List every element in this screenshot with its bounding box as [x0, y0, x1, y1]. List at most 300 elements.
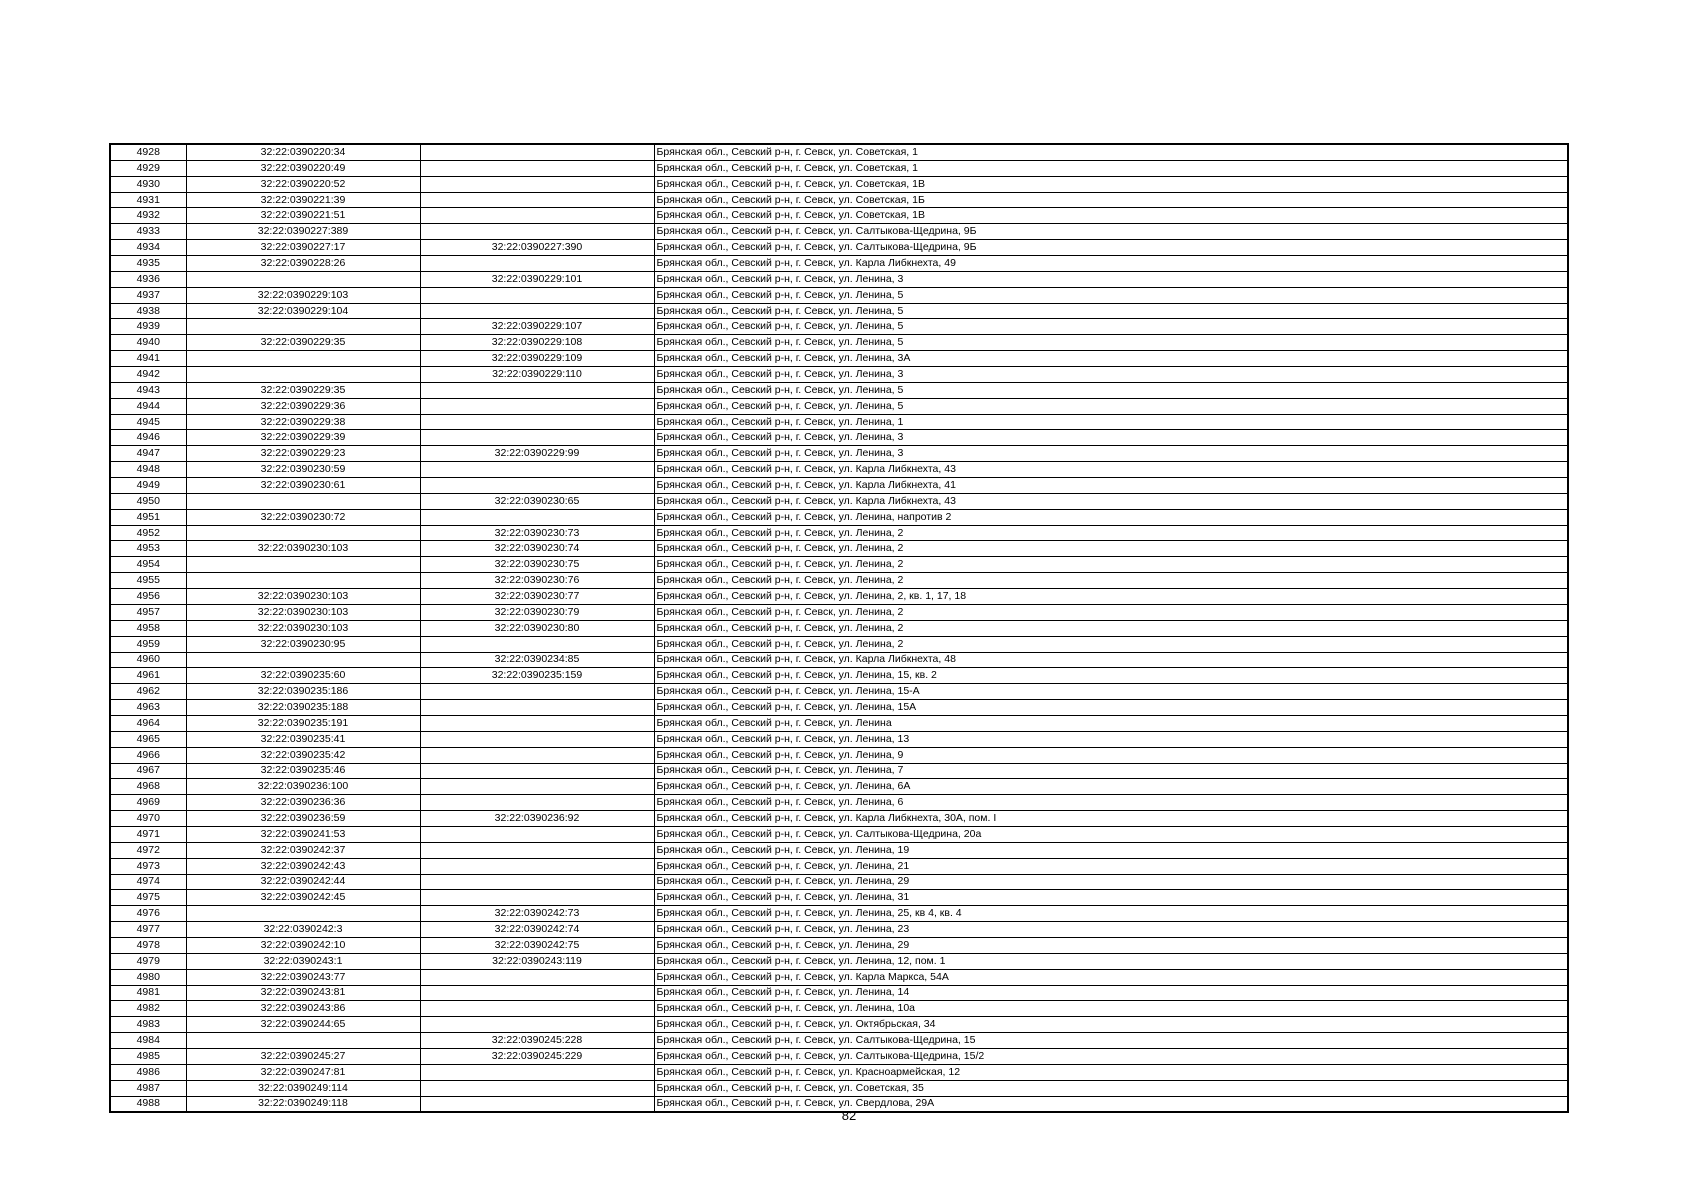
address-cell: Брянская обл., Севский р-н, г. Севск, ул. Карла Либкнехта, 43	[654, 493, 1568, 509]
row-number-cell: 4973	[110, 858, 186, 874]
address-cell: Брянская обл., Севский р-н, г. Севск, ул. Ленина, 25, кв 4, кв. 4	[654, 906, 1568, 922]
row-number-cell: 4951	[110, 509, 186, 525]
table-row	[110, 937, 1568, 953]
table-row	[110, 858, 1568, 874]
building-cadastral-number-cell: 32:22:0390229:108	[420, 335, 654, 351]
land-cadastral-number-cell: 32:22:0390228:26	[186, 256, 420, 272]
address-cell: Брянская обл., Севский р-н, г. Севск, ул. Ленина, 2	[654, 604, 1568, 620]
land-cadastral-number-cell: 32:22:0390247:81	[186, 1064, 420, 1080]
row-number-cell: 4983	[110, 1017, 186, 1033]
row-number-cell: 4932	[110, 208, 186, 224]
row-number-cell: 4957	[110, 604, 186, 620]
row-number-cell: 4955	[110, 573, 186, 589]
address-cell: Брянская обл., Севский р-н, г. Севск, ул. Советская, 1	[654, 160, 1568, 176]
land-cadastral-number-cell: 32:22:0390229:36	[186, 398, 420, 414]
row-number-cell: 4945	[110, 414, 186, 430]
building-cadastral-number-cell	[420, 256, 654, 272]
row-number-cell: 4971	[110, 826, 186, 842]
table-row	[110, 367, 1568, 383]
row-number-cell: 4975	[110, 890, 186, 906]
building-cadastral-number-cell	[420, 144, 654, 160]
table-row	[110, 1033, 1568, 1049]
address-cell: Брянская обл., Севский р-н, г. Севск, ул. Ленина, 2	[654, 525, 1568, 541]
land-cadastral-number-cell	[186, 351, 420, 367]
building-cadastral-number-cell: 32:22:0390230:77	[420, 589, 654, 605]
table-row	[110, 779, 1568, 795]
address-cell: Брянская обл., Севский р-н, г. Севск, ул. Салтыкова-Щедрина, 15/2	[654, 1048, 1568, 1064]
land-cadastral-number-cell: 32:22:0390229:35	[186, 335, 420, 351]
building-cadastral-number-cell	[420, 478, 654, 494]
address-cell: Брянская обл., Севский р-н, г. Севск, ул. Ленина, 6А	[654, 779, 1568, 795]
address-cell: Брянская обл., Севский р-н, г. Севск, ул. Советская, 1В	[654, 176, 1568, 192]
land-cadastral-number-cell: 32:22:0390243:81	[186, 985, 420, 1001]
address-cell: Брянская обл., Севский р-н, г. Севск, ул. Ленина, 3А	[654, 351, 1568, 367]
table-row	[110, 890, 1568, 906]
address-cell: Брянская обл., Севский р-н, г. Севск, ул. Ленина, 19	[654, 842, 1568, 858]
table-row	[110, 462, 1568, 478]
row-number-cell: 4928	[110, 144, 186, 160]
address-cell: Брянская обл., Севский р-н, г. Севск, ул. Ленина, 29	[654, 874, 1568, 890]
table-row	[110, 795, 1568, 811]
address-cell: Брянская обл., Севский р-н, г. Севск, ул. Ленина, 5	[654, 335, 1568, 351]
address-cell: Брянская обл., Севский р-н, г. Севск, ул. Карла Либкнехта, 41	[654, 478, 1568, 494]
land-cadastral-number-cell: 32:22:0390242:3	[186, 922, 420, 938]
land-cadastral-number-cell: 32:22:0390229:104	[186, 303, 420, 319]
address-cell: Брянская обл., Севский р-н, г. Севск, ул. Карла Либкнехта, 30А, пом. I	[654, 811, 1568, 827]
row-number-cell: 4986	[110, 1064, 186, 1080]
building-cadastral-number-cell: 32:22:0390243:119	[420, 953, 654, 969]
building-cadastral-number-cell: 32:22:0390229:101	[420, 271, 654, 287]
building-cadastral-number-cell	[420, 398, 654, 414]
address-cell: Брянская обл., Севский р-н, г. Севск, ул. Ленина, 13	[654, 731, 1568, 747]
table-row	[110, 668, 1568, 684]
row-number-cell: 4958	[110, 620, 186, 636]
building-cadastral-number-cell	[420, 208, 654, 224]
table-row	[110, 731, 1568, 747]
table-row	[110, 446, 1568, 462]
row-number-cell: 4952	[110, 525, 186, 541]
land-cadastral-number-cell	[186, 525, 420, 541]
land-cadastral-number-cell	[186, 573, 420, 589]
land-cadastral-number-cell: 32:22:0390242:43	[186, 858, 420, 874]
address-cell: Брянская обл., Севский р-н, г. Севск, ул. Октябрьская, 34	[654, 1017, 1568, 1033]
land-cadastral-number-cell: 32:22:0390230:103	[186, 589, 420, 605]
row-number-cell: 4966	[110, 747, 186, 763]
row-number-cell: 4954	[110, 557, 186, 573]
land-cadastral-number-cell: 32:22:0390230:103	[186, 620, 420, 636]
address-cell: Брянская обл., Севский р-н, г. Севск, ул. Салтыкова-Щедрина, 9Б	[654, 224, 1568, 240]
building-cadastral-number-cell: 32:22:0390234:85	[420, 652, 654, 668]
address-cell: Брянская обл., Севский р-н, г. Севск, ул. Карла Маркса, 54А	[654, 969, 1568, 985]
address-cell: Брянская обл., Севский р-н, г. Севск, ул. Ленина, 7	[654, 763, 1568, 779]
land-cadastral-number-cell	[186, 1033, 420, 1049]
address-cell: Брянская обл., Севский р-н, г. Севск, ул. Ленина, 2	[654, 636, 1568, 652]
land-cadastral-number-cell: 32:22:0390244:65	[186, 1017, 420, 1033]
building-cadastral-number-cell	[420, 715, 654, 731]
land-cadastral-number-cell: 32:22:0390243:77	[186, 969, 420, 985]
address-cell: Брянская обл., Севский р-н, г. Севск, ул. Советская, 1Б	[654, 192, 1568, 208]
address-cell: Брянская обл., Севский р-н, г. Севск, ул. Ленина, 15-А	[654, 684, 1568, 700]
address-cell: Брянская обл., Севский р-н, г. Севск, ул. Ленина, 5	[654, 303, 1568, 319]
land-cadastral-number-cell: 32:22:0390235:188	[186, 700, 420, 716]
building-cadastral-number-cell: 32:22:0390230:75	[420, 557, 654, 573]
row-number-cell: 4970	[110, 811, 186, 827]
row-number-cell: 4967	[110, 763, 186, 779]
table-row	[110, 906, 1568, 922]
address-cell: Брянская обл., Севский р-н, г. Севск, ул. Ленина, 14	[654, 985, 1568, 1001]
building-cadastral-number-cell	[420, 890, 654, 906]
address-cell: Брянская обл., Севский р-н, г. Севск, ул. Карла Либкнехта, 48	[654, 652, 1568, 668]
building-cadastral-number-cell	[420, 985, 654, 1001]
building-cadastral-number-cell: 32:22:0390227:390	[420, 240, 654, 256]
address-cell: Брянская обл., Севский р-н, г. Севск, ул. Ленина, 10а	[654, 1001, 1568, 1017]
row-number-cell: 4978	[110, 937, 186, 953]
table-row	[110, 414, 1568, 430]
land-cadastral-number-cell: 32:22:0390230:59	[186, 462, 420, 478]
land-cadastral-number-cell: 32:22:0390242:10	[186, 937, 420, 953]
table-row	[110, 747, 1568, 763]
address-cell: Брянская обл., Севский р-н, г. Севск, ул. Ленина	[654, 715, 1568, 731]
table-row	[110, 160, 1568, 176]
row-number-cell: 4984	[110, 1033, 186, 1049]
land-cadastral-number-cell: 32:22:0390241:53	[186, 826, 420, 842]
land-cadastral-number-cell: 32:22:0390227:389	[186, 224, 420, 240]
land-cadastral-number-cell: 32:22:0390230:95	[186, 636, 420, 652]
row-number-cell: 4965	[110, 731, 186, 747]
land-cadastral-number-cell: 32:22:0390245:27	[186, 1048, 420, 1064]
row-number-cell: 4941	[110, 351, 186, 367]
land-cadastral-number-cell	[186, 319, 420, 335]
row-number-cell: 4977	[110, 922, 186, 938]
row-number-cell: 4974	[110, 874, 186, 890]
table-row	[110, 430, 1568, 446]
row-number-cell: 4930	[110, 176, 186, 192]
building-cadastral-number-cell	[420, 303, 654, 319]
table-row	[110, 256, 1568, 272]
building-cadastral-number-cell	[420, 731, 654, 747]
land-cadastral-number-cell: 32:22:0390243:1	[186, 953, 420, 969]
table-row	[110, 493, 1568, 509]
row-number-cell: 4959	[110, 636, 186, 652]
land-cadastral-number-cell: 32:22:0390243:86	[186, 1001, 420, 1017]
building-cadastral-number-cell	[420, 176, 654, 192]
row-number-cell: 4963	[110, 700, 186, 716]
land-cadastral-number-cell: 32:22:0390229:38	[186, 414, 420, 430]
address-cell: Брянская обл., Севский р-н, г. Севск, ул. Ленина, 5	[654, 398, 1568, 414]
land-cadastral-number-cell: 32:22:0390235:191	[186, 715, 420, 731]
table-row	[110, 700, 1568, 716]
address-cell: Брянская обл., Севский р-н, г. Севск, ул. Советская, 35	[654, 1080, 1568, 1096]
table-row	[110, 763, 1568, 779]
land-cadastral-number-cell: 32:22:0390249:114	[186, 1080, 420, 1096]
table-row	[110, 398, 1568, 414]
table-row	[110, 509, 1568, 525]
row-number-cell: 4987	[110, 1080, 186, 1096]
row-number-cell: 4942	[110, 367, 186, 383]
building-cadastral-number-cell	[420, 224, 654, 240]
building-cadastral-number-cell: 32:22:0390229:110	[420, 367, 654, 383]
land-cadastral-number-cell: 32:22:0390220:52	[186, 176, 420, 192]
row-number-cell: 4980	[110, 969, 186, 985]
table-row	[110, 271, 1568, 287]
row-number-cell: 4956	[110, 589, 186, 605]
land-cadastral-number-cell: 32:22:0390230:103	[186, 604, 420, 620]
table-row	[110, 826, 1568, 842]
address-cell: Брянская обл., Севский р-н, г. Севск, ул. Советская, 1	[654, 144, 1568, 160]
building-cadastral-number-cell: 32:22:0390229:109	[420, 351, 654, 367]
land-cadastral-number-cell	[186, 557, 420, 573]
table-row	[110, 144, 1568, 160]
row-number-cell: 4939	[110, 319, 186, 335]
land-cadastral-number-cell: 32:22:0390235:60	[186, 668, 420, 684]
address-cell: Брянская обл., Севский р-н, г. Севск, ул. Ленина, 6	[654, 795, 1568, 811]
land-cadastral-number-cell: 32:22:0390235:41	[186, 731, 420, 747]
address-cell: Брянская обл., Севский р-н, г. Севск, ул. Ленина, 15, кв. 2	[654, 668, 1568, 684]
row-number-cell: 4960	[110, 652, 186, 668]
row-number-cell: 4935	[110, 256, 186, 272]
row-number-cell: 4950	[110, 493, 186, 509]
building-cadastral-number-cell	[420, 747, 654, 763]
row-number-cell: 4948	[110, 462, 186, 478]
table-row	[110, 192, 1568, 208]
table-row	[110, 684, 1568, 700]
address-cell: Брянская обл., Севский р-н, г. Севск, ул. Ленина, 9	[654, 747, 1568, 763]
address-cell: Брянская обл., Севский р-н, г. Севск, ул. Ленина, 2	[654, 620, 1568, 636]
row-number-cell: 4969	[110, 795, 186, 811]
land-cadastral-number-cell: 32:22:0390230:103	[186, 541, 420, 557]
building-cadastral-number-cell: 32:22:0390245:229	[420, 1048, 654, 1064]
table-row	[110, 589, 1568, 605]
building-cadastral-number-cell	[420, 160, 654, 176]
building-cadastral-number-cell: 32:22:0390242:74	[420, 922, 654, 938]
row-number-cell: 4933	[110, 224, 186, 240]
table-row	[110, 319, 1568, 335]
table-row	[110, 382, 1568, 398]
building-cadastral-number-cell	[420, 1064, 654, 1080]
building-cadastral-number-cell: 32:22:0390242:75	[420, 937, 654, 953]
table-row	[110, 1064, 1568, 1080]
building-cadastral-number-cell: 32:22:0390230:76	[420, 573, 654, 589]
building-cadastral-number-cell	[420, 636, 654, 652]
row-number-cell: 4949	[110, 478, 186, 494]
row-number-cell: 4953	[110, 541, 186, 557]
land-cadastral-number-cell: 32:22:0390236:36	[186, 795, 420, 811]
cadastral-table	[109, 143, 1569, 1113]
address-cell: Брянская обл., Севский р-н, г. Севск, ул. Карла Либкнехта, 49	[654, 256, 1568, 272]
building-cadastral-number-cell	[420, 1080, 654, 1096]
building-cadastral-number-cell: 32:22:0390229:107	[420, 319, 654, 335]
row-number-cell: 4964	[110, 715, 186, 731]
row-number-cell: 4943	[110, 382, 186, 398]
table-row	[110, 652, 1568, 668]
building-cadastral-number-cell: 32:22:0390230:80	[420, 620, 654, 636]
address-cell: Брянская обл., Севский р-н, г. Севск, ул. Ленина, 2	[654, 557, 1568, 573]
building-cadastral-number-cell	[420, 795, 654, 811]
row-number-cell: 4968	[110, 779, 186, 795]
table-row	[110, 573, 1568, 589]
address-cell: Брянская обл., Севский р-н, г. Севск, ул. Карла Либкнехта, 43	[654, 462, 1568, 478]
address-cell: Брянская обл., Севский р-н, г. Севск, ул. Ленина, 31	[654, 890, 1568, 906]
address-cell: Брянская обл., Севский р-н, г. Севск, ул. Ленина, 3	[654, 430, 1568, 446]
table-row	[110, 208, 1568, 224]
table-body	[110, 144, 1568, 1112]
address-cell: Брянская обл., Севский р-н, г. Севск, ул. Ленина, 23	[654, 922, 1568, 938]
table-row	[110, 969, 1568, 985]
table-row	[110, 811, 1568, 827]
table-row	[110, 557, 1568, 573]
building-cadastral-number-cell	[420, 874, 654, 890]
address-cell: Брянская обл., Севский р-н, г. Севск, ул. Ленина, 15А	[654, 700, 1568, 716]
building-cadastral-number-cell	[420, 826, 654, 842]
address-cell: Брянская обл., Севский р-н, г. Севск, ул. Ленина, 3	[654, 367, 1568, 383]
address-cell: Брянская обл., Севский р-н, г. Севск, ул. Ленина, 5	[654, 319, 1568, 335]
building-cadastral-number-cell: 32:22:0390229:99	[420, 446, 654, 462]
building-cadastral-number-cell: 32:22:0390230:65	[420, 493, 654, 509]
table-row	[110, 620, 1568, 636]
land-cadastral-number-cell: 32:22:0390235:186	[186, 684, 420, 700]
address-cell: Брянская обл., Севский р-н, г. Севск, ул. Ленина, 3	[654, 446, 1568, 462]
address-cell: Брянская обл., Севский р-н, г. Севск, ул. Красноармейская, 12	[654, 1064, 1568, 1080]
building-cadastral-number-cell	[420, 430, 654, 446]
land-cadastral-number-cell	[186, 493, 420, 509]
row-number-cell: 4979	[110, 953, 186, 969]
row-number-cell: 4988	[110, 1096, 186, 1112]
table-row	[110, 224, 1568, 240]
land-cadastral-number-cell	[186, 367, 420, 383]
address-cell: Брянская обл., Севский р-н, г. Севск, ул. Ленина, напротив 2	[654, 509, 1568, 525]
land-cadastral-number-cell: 32:22:0390235:42	[186, 747, 420, 763]
row-number-cell: 4972	[110, 842, 186, 858]
row-number-cell: 4985	[110, 1048, 186, 1064]
building-cadastral-number-cell: 32:22:0390235:159	[420, 668, 654, 684]
table-row	[110, 604, 1568, 620]
address-cell: Брянская обл., Севский р-н, г. Севск, ул. Ленина, 2	[654, 541, 1568, 557]
table-row	[110, 541, 1568, 557]
land-cadastral-number-cell: 32:22:0390230:61	[186, 478, 420, 494]
table-row	[110, 985, 1568, 1001]
row-number-cell: 4931	[110, 192, 186, 208]
table-row	[110, 842, 1568, 858]
table-row	[110, 636, 1568, 652]
table-row	[110, 1001, 1568, 1017]
land-cadastral-number-cell: 32:22:0390236:100	[186, 779, 420, 795]
address-cell: Брянская обл., Севский р-н, г. Севск, ул. Ленина, 1	[654, 414, 1568, 430]
land-cadastral-number-cell: 32:22:0390249:118	[186, 1096, 420, 1112]
land-cadastral-number-cell: 32:22:0390242:37	[186, 842, 420, 858]
address-cell: Брянская обл., Севский р-н, г. Севск, ул. Ленина, 3	[654, 271, 1568, 287]
building-cadastral-number-cell	[420, 462, 654, 478]
land-cadastral-number-cell: 32:22:0390229:103	[186, 287, 420, 303]
building-cadastral-number-cell	[420, 842, 654, 858]
address-cell: Брянская обл., Севский р-н, г. Севск, ул. Ленина, 2	[654, 573, 1568, 589]
row-number-cell: 4946	[110, 430, 186, 446]
land-cadastral-number-cell: 32:22:0390220:49	[186, 160, 420, 176]
building-cadastral-number-cell	[420, 779, 654, 795]
building-cadastral-number-cell	[420, 509, 654, 525]
table-row	[110, 874, 1568, 890]
building-cadastral-number-cell: 32:22:0390230:74	[420, 541, 654, 557]
land-cadastral-number-cell: 32:22:0390227:17	[186, 240, 420, 256]
table-row	[110, 525, 1568, 541]
table-row	[110, 351, 1568, 367]
table-row	[110, 240, 1568, 256]
building-cadastral-number-cell	[420, 969, 654, 985]
table-row	[110, 953, 1568, 969]
building-cadastral-number-cell: 32:22:0390230:73	[420, 525, 654, 541]
building-cadastral-number-cell	[420, 382, 654, 398]
building-cadastral-number-cell	[420, 763, 654, 779]
building-cadastral-number-cell: 32:22:0390245:228	[420, 1033, 654, 1049]
table-row	[110, 335, 1568, 351]
address-cell: Брянская обл., Севский р-н, г. Севск, ул. Салтыкова-Щедрина, 9Б	[654, 240, 1568, 256]
land-cadastral-number-cell: 32:22:0390242:45	[186, 890, 420, 906]
land-cadastral-number-cell: 32:22:0390229:39	[186, 430, 420, 446]
row-number-cell: 4976	[110, 906, 186, 922]
row-number-cell: 4961	[110, 668, 186, 684]
table-row	[110, 1048, 1568, 1064]
land-cadastral-number-cell	[186, 271, 420, 287]
address-cell: Брянская обл., Севский р-н, г. Севск, ул. Ленина, 12, пом. 1	[654, 953, 1568, 969]
table-row	[110, 478, 1568, 494]
building-cadastral-number-cell	[420, 1017, 654, 1033]
address-cell: Брянская обл., Севский р-н, г. Севск, ул. Ленина, 5	[654, 287, 1568, 303]
land-cadastral-number-cell: 32:22:0390229:23	[186, 446, 420, 462]
row-number-cell: 4936	[110, 271, 186, 287]
land-cadastral-number-cell: 32:22:0390221:39	[186, 192, 420, 208]
building-cadastral-number-cell	[420, 414, 654, 430]
table-row	[110, 922, 1568, 938]
building-cadastral-number-cell	[420, 192, 654, 208]
land-cadastral-number-cell: 32:22:0390221:51	[186, 208, 420, 224]
address-cell: Брянская обл., Севский р-н, г. Севск, ул. Ленина, 21	[654, 858, 1568, 874]
row-number-cell: 4929	[110, 160, 186, 176]
page-number: 82	[841, 1108, 857, 1123]
address-cell: Брянская обл., Севский р-н, г. Севск, ул. Ленина, 29	[654, 937, 1568, 953]
table-row	[110, 1080, 1568, 1096]
row-number-cell: 4981	[110, 985, 186, 1001]
table-row	[110, 715, 1568, 731]
address-cell: Брянская обл., Севский р-н, г. Севск, ул. Ленина, 5	[654, 382, 1568, 398]
row-number-cell: 4982	[110, 1001, 186, 1017]
table-row	[110, 287, 1568, 303]
building-cadastral-number-cell	[420, 287, 654, 303]
land-cadastral-number-cell: 32:22:0390229:35	[186, 382, 420, 398]
table-row	[110, 176, 1568, 192]
land-cadastral-number-cell: 32:22:0390236:59	[186, 811, 420, 827]
row-number-cell: 4947	[110, 446, 186, 462]
address-cell: Брянская обл., Севский р-н, г. Севск, ул. Салтыкова-Щедрина, 20а	[654, 826, 1568, 842]
land-cadastral-number-cell	[186, 652, 420, 668]
row-number-cell: 4962	[110, 684, 186, 700]
row-number-cell: 4937	[110, 287, 186, 303]
land-cadastral-number-cell: 32:22:0390235:46	[186, 763, 420, 779]
address-cell: Брянская обл., Севский р-н, г. Севск, ул. Ленина, 2, кв. 1, 17, 18	[654, 589, 1568, 605]
building-cadastral-number-cell	[420, 700, 654, 716]
land-cadastral-number-cell: 32:22:0390230:72	[186, 509, 420, 525]
row-number-cell: 4944	[110, 398, 186, 414]
address-cell: Брянская обл., Севский р-н, г. Севск, ул. Салтыкова-Щедрина, 15	[654, 1033, 1568, 1049]
building-cadastral-number-cell	[420, 1001, 654, 1017]
land-cadastral-number-cell: 32:22:0390220:34	[186, 144, 420, 160]
address-cell: Брянская обл., Севский р-н, г. Севск, ул. Свердлова, 29А	[654, 1096, 1568, 1112]
row-number-cell: 4938	[110, 303, 186, 319]
row-number-cell: 4940	[110, 335, 186, 351]
building-cadastral-number-cell	[420, 858, 654, 874]
row-number-cell: 4934	[110, 240, 186, 256]
table-row	[110, 303, 1568, 319]
table-row	[110, 1017, 1568, 1033]
address-cell: Брянская обл., Севский р-н, г. Севск, ул. Советская, 1В	[654, 208, 1568, 224]
